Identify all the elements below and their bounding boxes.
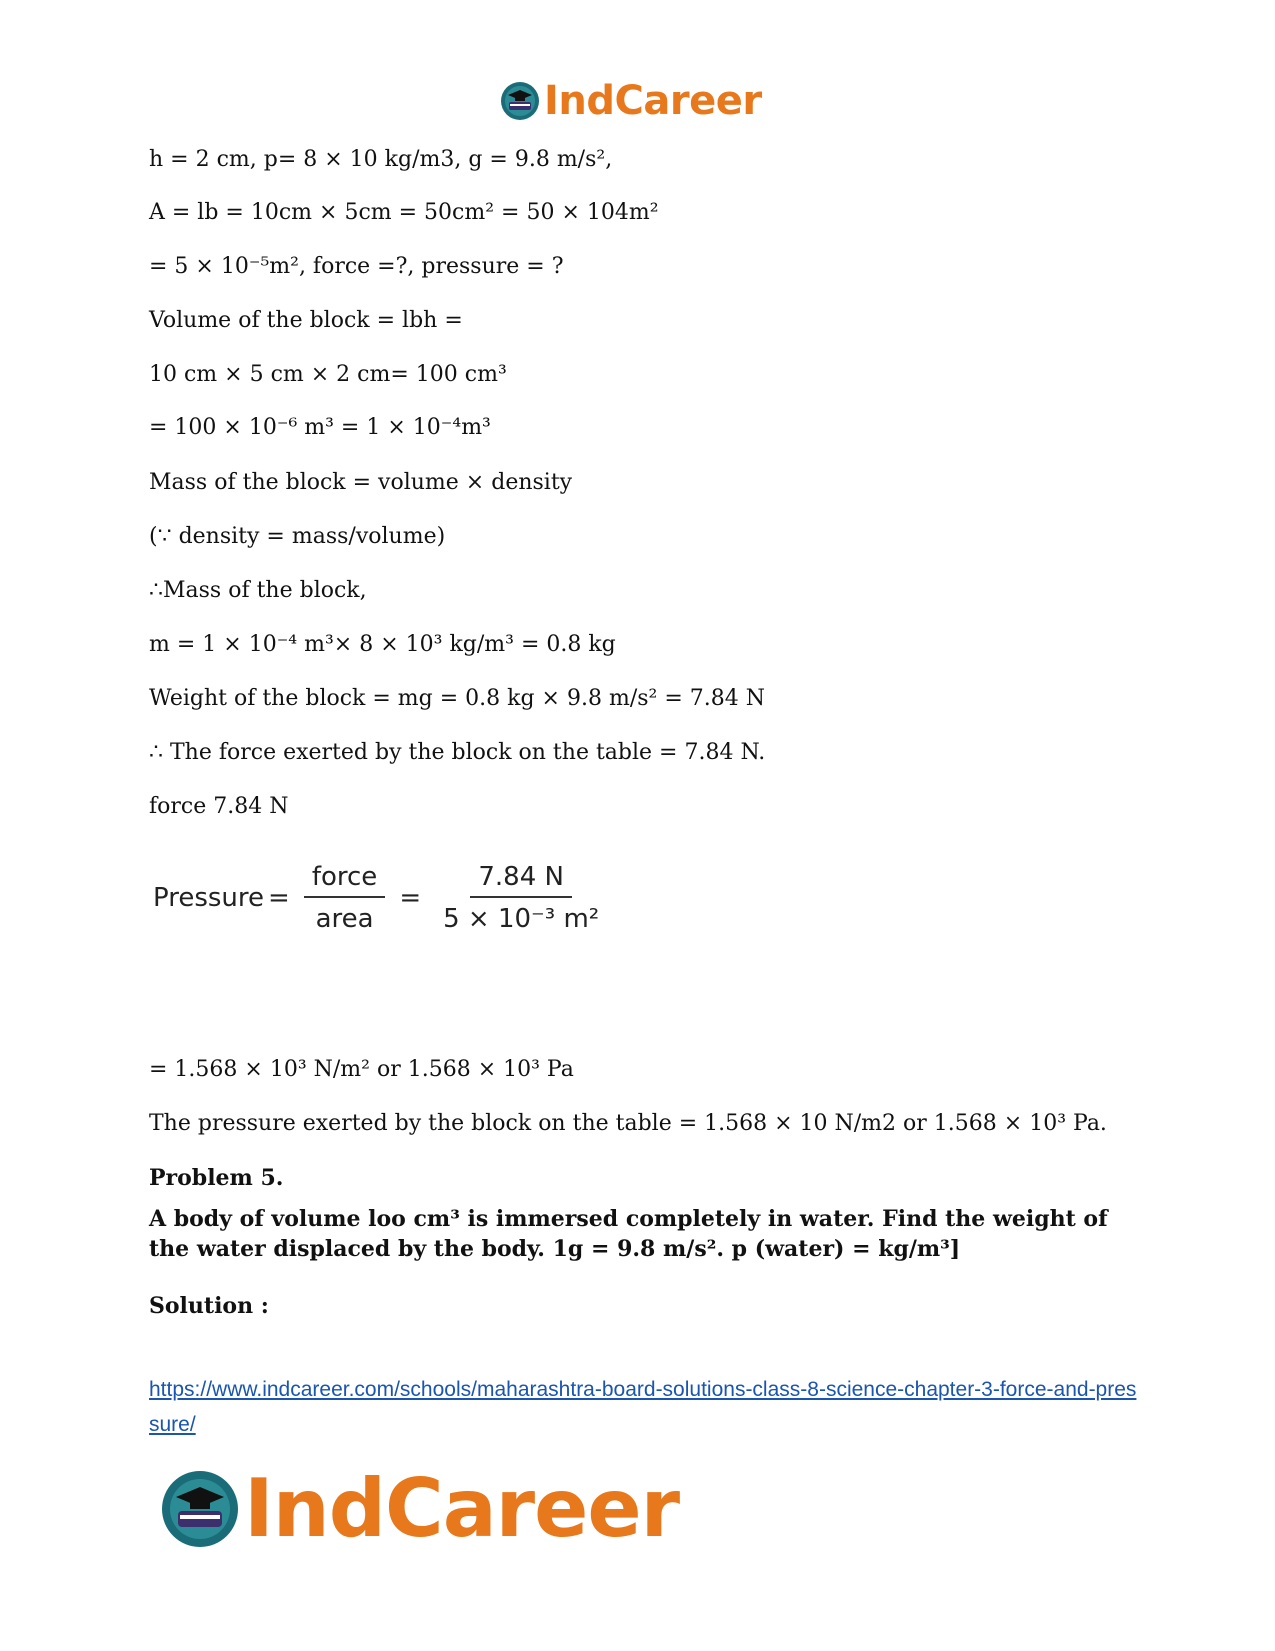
- fraction-denominator: 5 × 10⁻³ m²: [443, 904, 600, 934]
- header-logo: [500, 78, 762, 124]
- problem-heading: Problem 5.: [149, 1165, 284, 1191]
- text-line-2: A = lb = 10cm × 5cm = 50cm² = 50 × 104m²: [149, 200, 659, 225]
- graduation-book-icon: [500, 81, 540, 121]
- text-line-9: ∴Mass of the block,: [149, 578, 367, 603]
- source-link[interactable]: https://www.indcareer.com/schools/maharashtra-board-solutions-class-8-science-chapter-3-force-and-pressure/: [149, 1378, 1137, 1436]
- text-line-13: force 7.84 N: [149, 794, 289, 819]
- text-line-12: ∴ The force exerted by the block on the table = 7.84 N.: [149, 740, 766, 765]
- text-line-8: (∵ density = mass/volume): [149, 524, 446, 549]
- header-logo-text: IndCareer: [544, 78, 762, 124]
- pressure-formula: [153, 862, 617, 934]
- formula-equals-1: =: [268, 883, 290, 913]
- fraction-numerator: force: [304, 862, 385, 898]
- formula-equals-2: =: [399, 883, 422, 913]
- footer-logo-text: IndCareer: [244, 1462, 680, 1555]
- text-line-5: 10 cm × 5 cm × 2 cm= 100 cm³: [149, 362, 507, 387]
- fraction-numerator: 7.84 N: [470, 862, 572, 898]
- text-line-6: = 100 × 10⁻⁶ m³ = 1 × 10⁻⁴m³: [149, 415, 491, 440]
- formula-label: Pressure: [153, 883, 265, 913]
- text-line-1: h = 2 cm, p= 8 × 10 kg/m3, g = 9.8 m/s²,: [149, 147, 613, 172]
- fraction-force-area: [304, 862, 385, 934]
- text-line-4: Volume of the block = lbh =: [149, 308, 463, 333]
- fraction-denominator: area: [315, 904, 374, 934]
- solution-label: Solution :: [149, 1293, 269, 1319]
- text-line-10: m = 1 × 10⁻⁴ m³× 8 × 10³ kg/m³ = 0.8 kg: [149, 632, 616, 657]
- graduation-book-icon: [160, 1469, 240, 1549]
- text-line-7: Mass of the block = volume × density: [149, 470, 573, 495]
- problem-question: A body of volume loo cm³ is immersed completely in water. Find the weight of the water displaced by the body. 1g = 9.8 m/s². p (water) = kg/m³]: [149, 1206, 1108, 1262]
- result-line-2: The pressure exerted by the block on the table = 1.568 × 10 N/m2 or 1.568 × 10³ Pa.: [149, 1111, 1107, 1136]
- footer-logo: [160, 1462, 679, 1555]
- text-line-3: = 5 × 10⁻⁵m², force =?, pressure = ?: [149, 254, 564, 279]
- fraction-values: [435, 862, 607, 934]
- result-line-1: = 1.568 × 10³ N/m² or 1.568 × 10³ Pa: [149, 1057, 574, 1082]
- text-line-11: Weight of the block = mg = 0.8 kg × 9.8 m/s² = 7.84 N: [149, 686, 765, 711]
